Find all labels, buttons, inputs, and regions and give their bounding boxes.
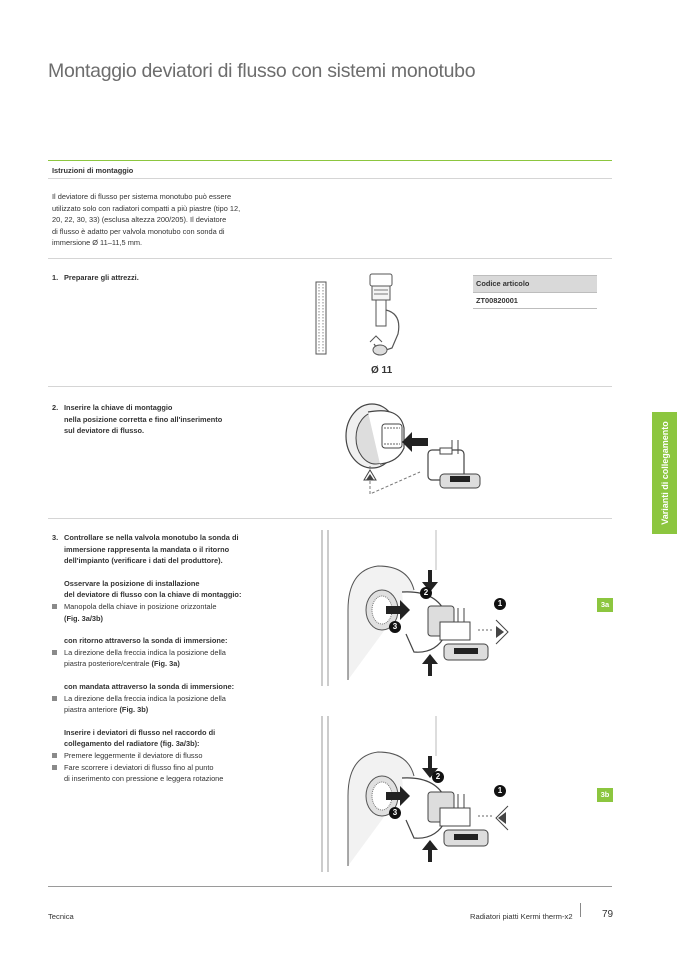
intro-line: di flusso è adatto per valvola monotubo con sonda di [52, 226, 225, 236]
bullet-text: Fare scorrere i deviatori di flusso fino al punto [64, 762, 214, 772]
observe-heading: del deviatore di flusso con la chiave di montaggio: [64, 590, 242, 600]
chapter-side-tab-label: Varianti di collegamento [659, 421, 670, 525]
step-text: Controllare se nella valvola monotubo la sonda di [64, 533, 239, 542]
step-text: Inserire la chiave di montaggio [64, 403, 173, 412]
bullet-text: La direzione della freccia indica la posizione della [64, 647, 226, 657]
article-code-header: Codice articolo [473, 275, 597, 292]
bullet-item [64, 750, 262, 762]
divider [48, 258, 612, 259]
section-top-rule [48, 160, 612, 161]
step-text: Preparare gli attrezzi. [64, 273, 139, 282]
bullet-square-icon [52, 753, 57, 758]
bullet-square-icon [52, 650, 57, 655]
callout-1-badge: 1 [494, 785, 506, 797]
page-number: 79 [602, 909, 614, 920]
bullet-text: Premere leggermente il deviatore di flusso [64, 750, 203, 760]
callout-3-badge: 3 [389, 807, 401, 819]
bullet-text: piastra anteriore [64, 705, 120, 715]
figure-3b-tag: 3b [597, 788, 613, 802]
article-code-value: ZT00820001 [473, 292, 597, 310]
divider [48, 518, 612, 519]
chapter-side-tab[interactable] [652, 412, 677, 534]
callout-1-badge: 1 [494, 598, 506, 610]
bullet-item [64, 762, 262, 785]
step-number: 1. [52, 273, 59, 282]
figure-3a-tag: 3a [597, 598, 613, 612]
figure-ref: (Fig. 3a) [151, 659, 180, 669]
article-code-table [473, 275, 597, 309]
footer-right-text: Radiatori piatti Kermi therm-x2 [470, 912, 573, 921]
step-text: nella posizione corretta e fino all'inserimento [64, 414, 223, 424]
bullet-item [64, 693, 262, 716]
bullet-text: piastra posteriore/centrale [64, 659, 152, 669]
footer-rule [48, 886, 612, 887]
figure-ref: (Fig. 3b) [119, 705, 149, 715]
callout-2-badge: 2 [432, 771, 444, 783]
intro-line: Il deviatore di flusso per sistema monotubo può essere [52, 192, 232, 201]
step-text: immersione rappresenta la mandata o il ritorno [64, 544, 230, 554]
step-2 [52, 402, 252, 437]
step-number: 2. [52, 403, 59, 412]
footer-left-text: Tecnica [48, 912, 74, 921]
bullet-square-icon [52, 696, 57, 701]
bullet-square-icon [52, 604, 57, 609]
section-rule [48, 178, 612, 179]
flow-heading: con mandata attraverso la sonda di immersione: [64, 681, 235, 691]
step-3 [52, 532, 262, 785]
page-title: Montaggio deviatori di flusso con sistemi monotubo [48, 60, 476, 82]
callout-2-badge: 2 [420, 587, 432, 599]
figure-ref: (Fig. 3a/3b) [64, 613, 104, 623]
figure-3a-illustration [318, 530, 518, 690]
step-number: 3. [52, 533, 59, 542]
section-label: Istruzioni di montaggio [52, 166, 134, 175]
bullet-text: di inserimento con pressione e leggera rotazione [64, 774, 224, 784]
intro-line: 20, 22, 30, 33) (esclusa altezza 200/205). Il deviatore [52, 215, 227, 225]
insert-heading: collegamento del radiatore (fig. 3a/3b): [64, 739, 200, 749]
intro-line: immersione Ø 11–11,5 mm. [52, 238, 143, 248]
bullet-text: La direzione della freccia indica la posizione della [64, 693, 226, 703]
tools-illustration [310, 270, 420, 380]
observe-heading: Osservare la posizione di installazione [64, 578, 200, 588]
figure-3b-illustration [318, 716, 518, 876]
callout-3-badge: 3 [389, 621, 401, 633]
key-insertion-illustration [340, 398, 500, 508]
intro-paragraph [52, 191, 252, 249]
diameter-label: Ø 11 [371, 365, 393, 376]
step-1 [52, 272, 252, 284]
divider [48, 386, 612, 387]
bullet-item [64, 601, 262, 624]
step-text: sul deviatore di flusso. [64, 426, 145, 436]
footer-separator [580, 903, 581, 917]
bullet-text: Manopola della chiave in posizione orizzontale [64, 601, 217, 611]
insert-heading: Inserire i deviatori di flusso nel raccordo di [64, 727, 216, 737]
bullet-square-icon [52, 765, 57, 770]
intro-line: utilizzato solo con radiatori compatti a più piastre (tipo 12, [52, 203, 241, 213]
step-text: dell'impianto (verificare i dati del produttore). [64, 556, 223, 566]
bullet-item [64, 647, 262, 670]
return-heading: con ritorno attraverso la sonda di immersione: [64, 636, 228, 646]
